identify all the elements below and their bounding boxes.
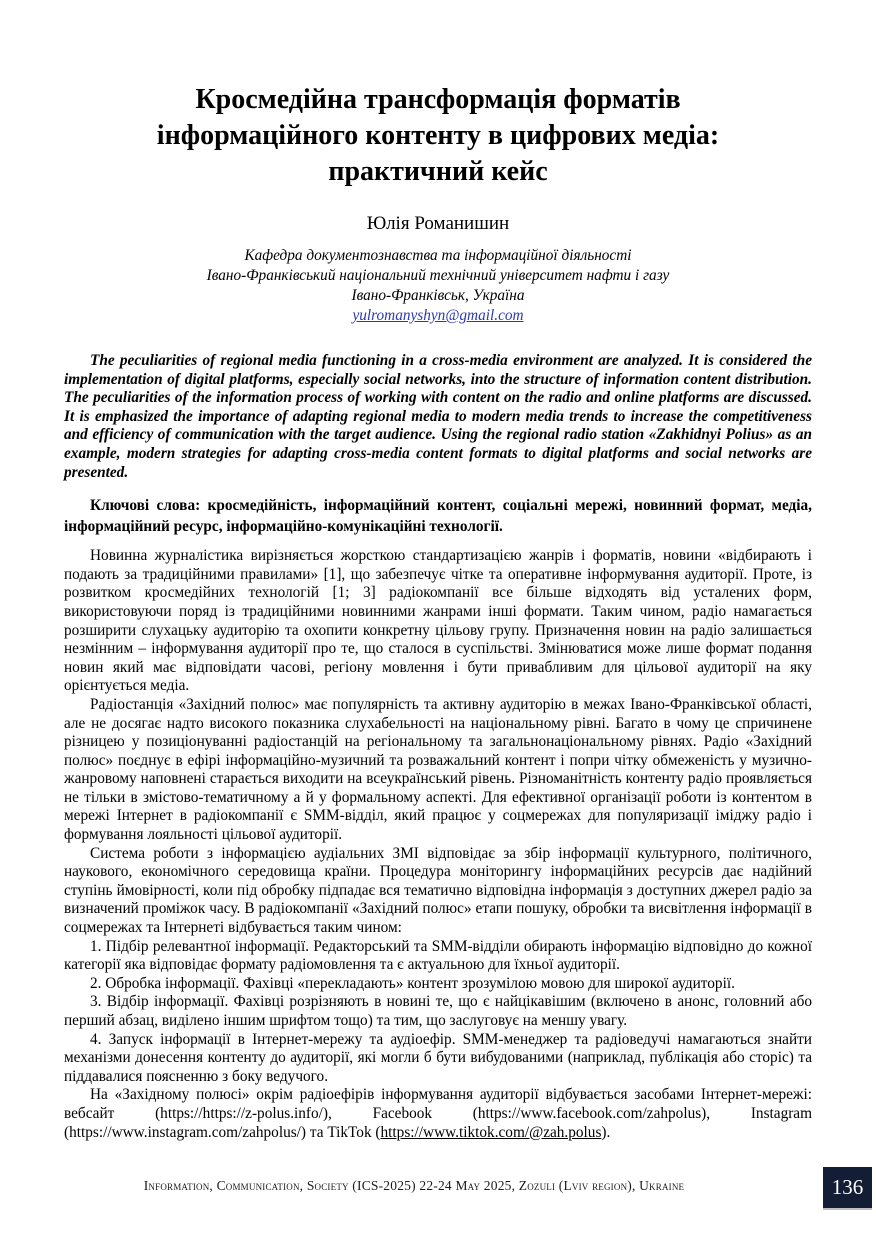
list-item-4-launch: 4. Запуск інформації в Інтернет-мережу та аудіоефір. SMM-менеджер та радіоведучі намагаються знайти механізми донесення контенту до аудиторії, які могли б бути вибудованими (наприклад, публікація або сторіс) та піддавалися поясненню з боку ведучого. <box>64 1030 812 1085</box>
affiliation-university: Івано-Франківський національний технічний університет нафти і газу <box>206 267 670 284</box>
paragraph-radio-station: Радіостанція «Західний полюс» має популярність та активну аудиторію в межах Івано-Франківської області, але не досягає надто високого показника слухабельності на національному рівні. Багато в чому це спричинене різницею у позиціонуванні радіостанцій на регіональному та загальнонаціональному рівнях. Радіо «Західний полюс» поєднує в ефірі інформаційно-музичний та розважальний контент і попри чітку обмеженість у музично-жанровому наповнені старається виходити на всеукраїнський рівень. Різноманітність контенту радіо проявляється не тільки в змістово-тематичному а й у формальному аспекті. Для ефективної організації роботи із контентом в мережі Інтернет в радіокомпанії є SMM-відділ, який працює у соцмережах для популяризації іміджу радіо і формування лояльності цільової аудиторії. <box>64 695 812 844</box>
affiliation-department: Кафедра документознавства та інформаційної діяльності <box>244 247 632 264</box>
author-name: Юлія Романишин <box>366 213 510 234</box>
page-content <box>64 82 812 1142</box>
list-item-2-processing: 2. Обробка інформації. Фахівці «перекладають» контент зрозумілою мовою для широкої аудиторії. <box>90 974 735 992</box>
online-channels-text: На «Західному полюсі» окрім радіоефірів інформування аудиторії відбувається засобами Інтернет-мережі: вебсайт (https://https://z-polus.info/), Facebook (https://www.facebook.com/zahpolus), Instagram (https://www.instagram.com/zahpolus/) та TikTok ( <box>64 1086 812 1141</box>
affiliation-block <box>64 246 812 306</box>
list-item-1-selection: 1. Підбір релевантної інформації. Редакторський та SMM-відділи обирають інформацію відповідно до кожної категорії яка відповідає формату радіомовлення та є актуальною для їхньої аудиторії. <box>64 937 812 974</box>
paragraph-information-system: Система роботи з інформацією аудіальних ЗМІ відповідає за збір інформації культурного, політичного, наукового, економічного середовища країни. Процедура моніторингу інформаційних ресурсів дає надійний ступінь ймовірності, коли під обробку підпадає вся тематично відповідна інформація з доступних джерел радіо за визначений проміжок часу. В радіокомпанії «Західний полюс» етапи пошуку, обробки та висвітлення інформації в соцмережах та Інтернеті відбувається таким чином: <box>64 844 812 937</box>
keywords-text: Ключові слова: кросмедійність, інформаційний контент, соціальні мережі, новинний формат, медіа, інформаційний ресурс, інформаційно-комунікаційні технології. <box>64 497 812 535</box>
page-number-badge: 136 <box>823 1167 872 1208</box>
abstract-text: The peculiarities of regional media functioning in a cross-media environment are analyzed. It is considered the implementation of digital platforms, especially social networks, into the structure of information content distribution. The peculiarities of the information process of working with content on the radio and online platforms are discussed. It is emphasized the importance of adapting regional media to modern media trends to increase the competitiveness and efficiency of communication with the target audience. Using the regional radio station «Zakhidnyi Polius» as an example, modern strategies for adapting cross-media content formats to digital platforms and social networks are presented. <box>64 352 812 481</box>
article-body <box>64 547 812 1142</box>
paragraph-online-channels <box>64 1086 812 1142</box>
paper-title <box>64 82 812 190</box>
tiktok-url-link[interactable]: https://www.tiktok.com/@zah.polus <box>380 1123 602 1141</box>
list-item-3-filtering: 3. Відбір інформації. Фахівці розрізняють в новині те, що є найцікавішим (включено в анонс, головний або перший абзац, виділено іншим шрифтом тощо) та тим, що заслуговує на меншу увагу. <box>64 993 812 1029</box>
email-line <box>64 306 812 326</box>
paper-title-line-3: практичний кейс <box>328 156 548 187</box>
conference-footer: Information, Communication, Society (ICS-2025) 22-24 May 2025, Zozuli (Lviv region), Ukraine <box>143 1178 685 1193</box>
paper-title-line-1: Кросмедійна трансформація форматів <box>195 84 681 115</box>
online-channels-suffix: ). <box>601 1123 611 1141</box>
paper-title-line-2: інформаційного контенту в цифрових медіа: <box>156 120 720 151</box>
paragraph-news-journalism: Новинна журналістика вирізняється жорсткою стандартизацією жанрів і форматів, новини «відбирають і подають за традиційними правилами» [1], що забезпечує чітке та оперативне інформування аудиторії. Проте, із розвитком кросмедійних технологій [1; 3] радіокомпанії все більше відходять від усталених форм, використовуючи поряд із традиційними новинними жанрами інші формати. Таким чином, радіо намагається розширити слухацьку аудиторію та охопити конкретну цільову групу. Призначення новин на радіо залишається незмінним – інформування аудиторії про те, що сталося в суспільстві. Змінюватися може лише формат подання новин який має відповідати часові, регіону мовлення і бути привабливим для цільової аудиторії на яку орієнтується медіа. <box>64 547 812 695</box>
affiliation-city-country: Івано-Франківськ, Україна <box>351 287 525 304</box>
author-email-link[interactable]: yulromanyshyn@gmail.com <box>352 307 524 324</box>
